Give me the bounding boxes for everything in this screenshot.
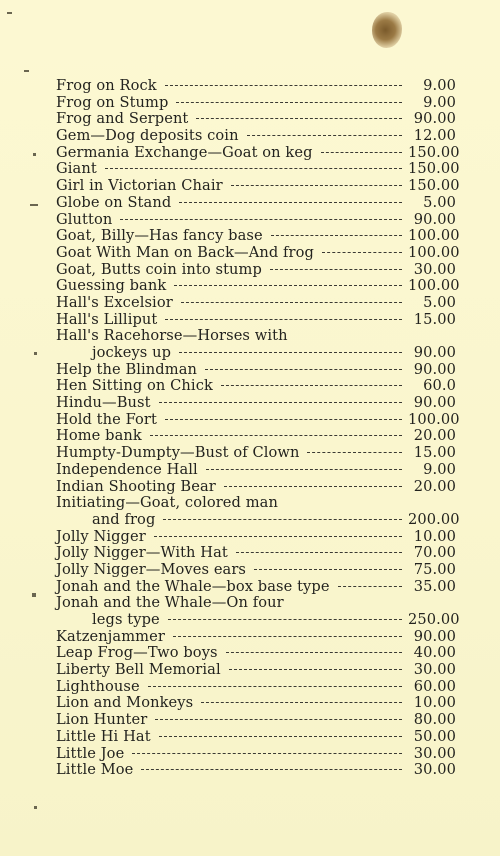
dot-leader bbox=[105, 168, 402, 169]
list-item bbox=[56, 462, 456, 479]
item-price: 80.00 bbox=[413, 711, 456, 729]
list-item bbox=[56, 78, 456, 95]
item-price: 5.00 bbox=[423, 293, 456, 311]
item-price: 90.00 bbox=[413, 627, 456, 645]
item-name: Hen Sitting on Chick bbox=[56, 377, 213, 395]
item-price: 60.00 bbox=[413, 677, 456, 695]
item-name: Germania Exchange—Goat on keg bbox=[56, 143, 313, 161]
dot-leader bbox=[247, 135, 402, 136]
item-name: Help the Blindman bbox=[56, 360, 197, 378]
dot-leader bbox=[159, 736, 402, 737]
dot-leader bbox=[163, 519, 402, 520]
item-name: Jonah and the Whale—On four bbox=[56, 594, 284, 612]
margin-mark bbox=[34, 352, 37, 355]
item-price: 10.00 bbox=[413, 527, 456, 545]
dot-leader bbox=[196, 118, 402, 119]
item-price: 90.00 bbox=[413, 394, 456, 412]
list-item bbox=[56, 243, 460, 262]
item-name: Hall's Excelsior bbox=[56, 293, 173, 311]
list-item bbox=[56, 545, 456, 562]
list-item bbox=[56, 645, 456, 662]
item-name: Girl in Victorian Chair bbox=[56, 177, 223, 195]
item-name: Lion and Monkeys bbox=[56, 694, 194, 712]
item-price: 200.00 bbox=[408, 510, 460, 528]
price-list bbox=[56, 77, 460, 779]
item-name: Frog on Stump bbox=[56, 93, 169, 111]
item-name: Hindu—Bust bbox=[56, 394, 151, 412]
list-item bbox=[56, 345, 456, 362]
item-name: Home bank bbox=[56, 427, 142, 445]
item-name: Jolly Nigger—With Hat bbox=[56, 544, 228, 562]
dot-leader bbox=[236, 552, 402, 553]
list-item bbox=[56, 378, 456, 395]
list-item bbox=[56, 395, 456, 412]
item-price: 75.00 bbox=[413, 560, 456, 578]
dot-leader bbox=[165, 319, 402, 320]
dot-leader bbox=[173, 636, 402, 637]
dot-leader bbox=[165, 85, 402, 86]
dot-leader bbox=[338, 586, 402, 587]
item-price: 250.00 bbox=[408, 611, 460, 628]
item-name: Globe on Stand bbox=[56, 193, 172, 211]
item-price: 90.00 bbox=[413, 210, 456, 228]
list-item bbox=[56, 529, 456, 546]
item-price: 15.00 bbox=[413, 310, 456, 328]
item-name: Frog on Rock bbox=[56, 77, 157, 94]
list-item bbox=[56, 277, 460, 295]
item-name: jockeys up bbox=[92, 344, 172, 361]
item-name: Lighthouse bbox=[56, 677, 140, 695]
item-name: Hall's Racehorse—Horses with bbox=[56, 327, 288, 345]
item-price: 100.00 bbox=[408, 410, 460, 428]
dot-leader bbox=[168, 619, 402, 620]
item-name: Indian Shooting Bear bbox=[56, 477, 216, 495]
list-item bbox=[56, 410, 460, 429]
item-name: Glutton bbox=[56, 210, 113, 228]
item-price: 90.00 bbox=[413, 360, 456, 378]
list-item bbox=[56, 212, 456, 229]
dot-leader bbox=[132, 753, 402, 754]
dot-leader bbox=[231, 185, 402, 186]
list-item bbox=[56, 679, 456, 696]
dot-leader bbox=[254, 569, 402, 570]
list-item bbox=[56, 762, 456, 779]
item-price: 12.00 bbox=[413, 127, 456, 145]
list-item bbox=[56, 510, 460, 529]
dot-leader bbox=[165, 419, 402, 420]
item-price: 9.00 bbox=[423, 93, 456, 111]
margin-mark bbox=[33, 153, 36, 156]
item-price: 50.00 bbox=[413, 727, 456, 745]
item-name: Lion Hunter bbox=[56, 711, 148, 729]
dot-leader bbox=[155, 719, 402, 720]
dot-leader bbox=[322, 252, 402, 253]
item-price: 90.00 bbox=[413, 110, 456, 128]
list-item bbox=[56, 729, 456, 746]
item-price: 100.00 bbox=[408, 277, 460, 295]
dot-leader bbox=[201, 702, 402, 703]
list-item bbox=[56, 662, 456, 679]
item-price: 9.00 bbox=[423, 460, 456, 478]
item-price: 10.00 bbox=[413, 694, 456, 712]
item-price: 15.00 bbox=[413, 444, 456, 462]
dot-leader bbox=[205, 369, 402, 370]
list-item bbox=[56, 479, 456, 496]
list-item bbox=[56, 295, 456, 312]
list-item bbox=[56, 428, 456, 445]
list-item bbox=[56, 445, 456, 462]
dot-leader bbox=[224, 486, 402, 487]
item-price: 5.00 bbox=[423, 193, 456, 211]
dot-leader bbox=[150, 435, 402, 436]
margin-mark bbox=[30, 204, 38, 206]
item-price: 20.00 bbox=[413, 477, 456, 495]
item-name: Katzenjammer bbox=[56, 627, 165, 645]
item-price: 90.00 bbox=[413, 344, 456, 361]
item-price: 30.00 bbox=[413, 260, 456, 278]
item-name: Initiating—Goat, colored man bbox=[56, 494, 278, 512]
dot-leader bbox=[271, 235, 402, 236]
item-price: 40.00 bbox=[413, 644, 456, 662]
list-item bbox=[56, 611, 460, 629]
item-price: 60.0 bbox=[423, 377, 456, 395]
item-name: Little Hi Hat bbox=[56, 727, 151, 745]
list-item bbox=[56, 746, 456, 763]
list-item bbox=[56, 579, 456, 596]
page-stain bbox=[372, 12, 402, 48]
item-price: 35.00 bbox=[413, 577, 456, 595]
dot-leader bbox=[159, 402, 402, 403]
list-item bbox=[56, 262, 456, 279]
margin-mark bbox=[34, 806, 37, 809]
dot-leader bbox=[221, 385, 402, 386]
dot-leader bbox=[141, 769, 402, 770]
list-item bbox=[56, 227, 460, 245]
list-item bbox=[56, 143, 460, 162]
list-item bbox=[56, 695, 456, 712]
item-name: Independence Hall bbox=[56, 460, 198, 478]
item-name: Hall's Lilliput bbox=[56, 310, 158, 328]
item-name: Gem—Dog deposits coin bbox=[56, 127, 239, 145]
item-price: 30.00 bbox=[413, 661, 456, 679]
margin-mark bbox=[32, 593, 36, 597]
dot-leader bbox=[229, 669, 402, 670]
list-item bbox=[56, 712, 456, 729]
item-price: 100.00 bbox=[408, 243, 460, 261]
list-item bbox=[56, 128, 456, 145]
item-name: legs type bbox=[92, 611, 160, 628]
list-item bbox=[56, 111, 456, 128]
item-price: 150.00 bbox=[408, 160, 460, 178]
item-price: 20.00 bbox=[413, 427, 456, 445]
list-item bbox=[56, 562, 456, 579]
item-name: Guessing bank bbox=[56, 277, 167, 295]
item-price: 100.00 bbox=[408, 227, 460, 245]
list-item bbox=[56, 595, 456, 612]
item-name: Jolly Nigger—Moves ears bbox=[56, 560, 247, 578]
item-name: Little Moe bbox=[56, 761, 134, 779]
dot-leader bbox=[174, 285, 402, 286]
item-price: 150.00 bbox=[408, 143, 460, 161]
dot-leader bbox=[307, 452, 402, 453]
item-name: Jonah and the Whale—box base type bbox=[56, 577, 330, 595]
item-name: Giant bbox=[56, 160, 97, 178]
item-price: 70.00 bbox=[413, 544, 456, 562]
list-item bbox=[56, 160, 460, 178]
item-price: 150.00 bbox=[408, 177, 460, 195]
margin-mark bbox=[24, 70, 29, 72]
item-name: Liberty Bell Memorial bbox=[56, 661, 221, 679]
item-name: Goat With Man on Back—And frog bbox=[56, 243, 314, 261]
dot-leader bbox=[270, 269, 402, 270]
item-price: 30.00 bbox=[413, 761, 456, 779]
item-price: 9.00 bbox=[423, 77, 456, 94]
dot-leader bbox=[179, 202, 402, 203]
dot-leader bbox=[321, 152, 402, 153]
item-name: Hold the Fort bbox=[56, 410, 157, 428]
dot-leader bbox=[179, 352, 402, 353]
list-item bbox=[56, 312, 456, 329]
dot-leader bbox=[181, 302, 402, 303]
item-name: Humpty-Dumpty—Bust of Clown bbox=[56, 444, 300, 462]
dot-leader bbox=[154, 536, 402, 537]
list-item bbox=[56, 177, 460, 195]
item-name: Goat, Billy—Has fancy base bbox=[56, 227, 263, 245]
list-item bbox=[56, 362, 456, 379]
item-name: Leap Frog—Two boys bbox=[56, 644, 218, 662]
item-name: and frog bbox=[92, 510, 156, 528]
list-item bbox=[56, 495, 456, 512]
dot-leader bbox=[120, 219, 402, 220]
list-item bbox=[56, 328, 456, 345]
margin-mark bbox=[7, 12, 12, 14]
dot-leader bbox=[206, 469, 402, 470]
item-name: Little Joe bbox=[56, 744, 125, 762]
list-item bbox=[56, 629, 456, 646]
item-name: Jolly Nigger bbox=[56, 527, 146, 545]
list-item bbox=[56, 195, 456, 212]
item-price: 30.00 bbox=[413, 744, 456, 762]
dot-leader bbox=[148, 686, 402, 687]
item-name: Goat, Butts coin into stump bbox=[56, 260, 262, 278]
dot-leader bbox=[176, 102, 402, 103]
dot-leader bbox=[226, 652, 402, 653]
list-item bbox=[56, 95, 456, 112]
item-name: Frog and Serpent bbox=[56, 110, 189, 128]
